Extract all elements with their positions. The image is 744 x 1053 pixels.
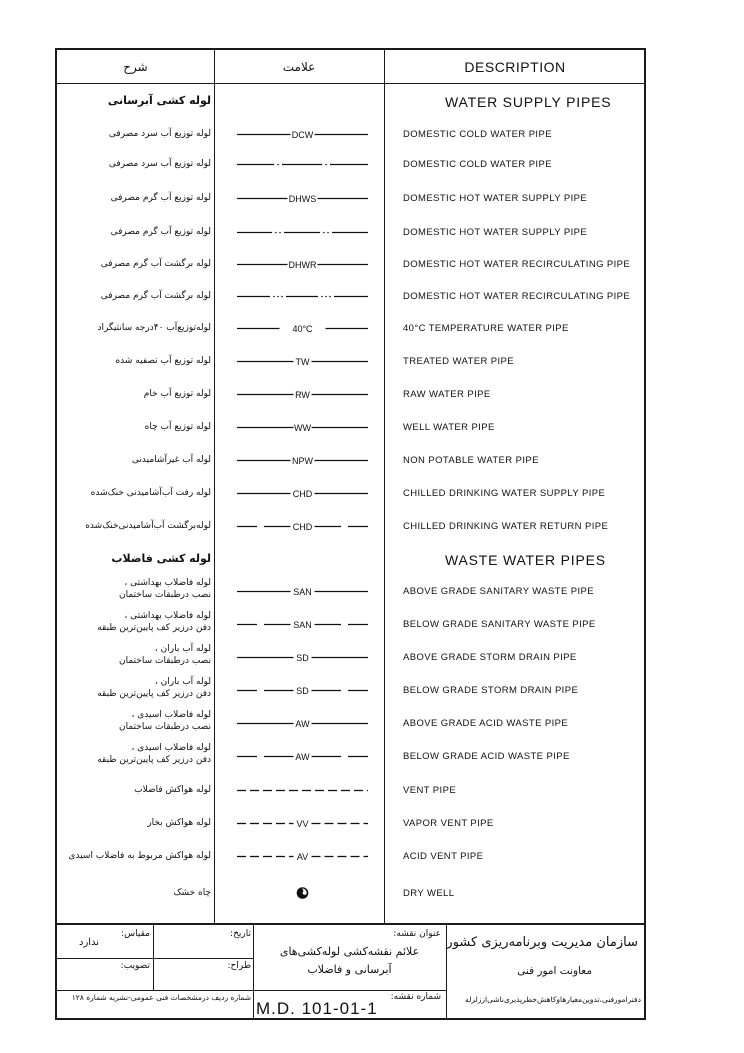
legend-row [57,485,648,505]
pipe-line-symbol [237,520,368,532]
svg-text:DCW: DCW [291,129,314,140]
persian-description: لوله‌برگشت آب‌آشامیدنی‌خنک‌شده [85,521,211,531]
legend-row [57,743,648,768]
org-name: سازمان مدیریت وبرنامه‌ریزی کشور [446,935,638,950]
persian-description: لوله آب باران ، [154,644,211,654]
pipe-line-symbol [237,388,368,400]
description: DOMESTIC COLD WATER PIPE [403,159,552,170]
persian-description: لوله آب باران ، [154,677,211,687]
section-title-persian: لوله کشی آبرسانی [107,94,211,107]
description: ABOVE GRADE STORM DRAIN PIPE [403,652,577,663]
description: BELOW GRADE SANITARY WASTE PIPE [403,619,596,630]
persian-description: لوله هواکش مربوط به فاضلاب اسیدی [68,851,211,861]
legend-row [57,256,648,276]
persian-description: لوله فاضلاب بهداشتی ، [124,578,211,588]
legend-row [57,710,648,735]
description: WELL WATER PIPE [403,422,495,433]
divider [253,990,446,991]
legend-row [57,190,648,210]
persian-description: لوله برگشت آب گرم مصرفی [100,259,211,269]
description: DOMESTIC HOT WATER SUPPLY PIPE [403,227,588,238]
header-persian-description: شرح [123,59,148,74]
persian-description-line2: نصب درطبقات ساختمان [119,722,211,732]
legend-row [57,353,648,373]
legend-row [57,224,648,244]
pipe-line-symbol [237,454,368,466]
pipe-line-symbol [237,158,368,170]
persian-description: لوله فاضلاب اسیدی ، [131,743,211,753]
legend-row [57,644,648,669]
legend-row [57,126,648,146]
org-office: دفترامورفنی،تدوین‌معیارهاوکاهش‌خطرپذیری‌ناشی‌اززلزله [465,995,641,1004]
svg-text:40°C: 40°C [292,323,313,334]
description: ABOVE GRADE SANITARY WASTE PIPE [403,586,595,597]
description: CHILLED DRINKING WATER SUPPLY PIPE [403,488,606,499]
section-title: WASTE WATER PIPES [445,552,606,568]
persian-description-line2: دفن درزیر کف پایین‌ترین طبقه [97,623,211,633]
legend-row [57,782,648,802]
pipe-line-symbol [237,290,368,302]
drawing-number-label: شماره نقشه: [390,992,441,1002]
persian-description-line2: نصب درطبقات ساختمان [119,656,211,666]
description: CHILLED DRINKING WATER RETURN PIPE [403,521,609,532]
pipe-line-symbol [237,487,368,499]
pipe-line-symbol [237,750,368,762]
description: DOMESTIC HOT WATER SUPPLY PIPE [403,193,588,204]
approval-label: تصویب: [120,961,150,971]
description: VENT PIPE [403,785,457,796]
persian-description: لوله توزیع آب سرد مصرفی [108,129,211,139]
scale-value: ندارد [79,937,100,948]
persian-description: لوله‌توزیع‌آب ۴۰درجه سانتیگراد [97,323,211,333]
persian-description: لوله توزیع آب گرم مصرفی [110,193,211,203]
persian-description: لوله توزیع آب گرم مصرفی [110,227,211,237]
pipe-line-symbol [237,684,368,696]
header-description: DESCRIPTION [464,58,566,75]
persian-description: لوله فاضلاب بهداشتی ، [124,611,211,621]
pipe-line-symbol [237,817,368,829]
description: 40°C TEMPERATURE WATER PIPE [403,323,569,334]
svg-text:WW: WW [294,422,311,433]
pipe-line-symbol [237,717,368,729]
svg-text:AW: AW [295,718,310,729]
pipe-line-symbol [237,355,368,367]
pipe-line-symbol [237,322,368,334]
persian-description: لوله توزیع آب تصفیه شده [115,356,211,366]
date-label: تاریخ: [230,929,251,939]
svg-text:RW: RW [295,389,310,400]
section-header [57,92,648,112]
legend-row [57,156,648,176]
svg-text:VV: VV [296,818,309,829]
pipe-line-symbol [237,651,368,663]
svg-text:CHD: CHD [292,488,313,499]
svg-text:AW: AW [295,751,310,762]
persian-description-line2: نصب درطبقات ساختمان [119,590,211,600]
spec-reference: شماره ردیف درمشخصات فنی عمومی-نشریه شماره ۱۲۸ [71,993,251,1002]
legend-row [57,452,648,472]
pipe-line-symbol [237,618,368,630]
divider [57,958,253,959]
scale-label: مقیاس: [121,929,150,939]
header-divider [57,83,644,84]
legend-row [57,518,648,538]
pipe-line-symbol [237,192,368,204]
svg-text:SD: SD [296,652,309,663]
drawing-title-label: عنوان نقشه: [393,929,441,939]
legend-row [57,288,648,308]
pipe-line-symbol [237,850,368,862]
section-title-persian: لوله کشی فاضلاب [111,552,211,565]
svg-text:AV: AV [296,851,309,862]
pipe-line-symbol [237,784,368,796]
description: DOMESTIC COLD WATER PIPE [403,129,552,140]
legend-row [57,419,648,439]
description: DOMESTIC HOT WATER RECIRCULATING PIPE [403,259,631,270]
org-deputy: معاونت امور فنی [517,965,592,977]
svg-text:DHWS: DHWS [288,193,317,204]
drawing-number: M.D. 101-01-1 [256,999,378,1018]
svg-text:DHWR: DHWR [288,259,317,270]
persian-description: لوله فاضلاب اسیدی ، [131,710,211,720]
persian-description: لوله رفت آب‌آشامیدنی خنک‌شده [90,488,211,498]
persian-description: لوله برگشت آب گرم مصرفی [100,291,211,301]
legend-row [57,320,648,340]
svg-text:CHD: CHD [292,521,313,532]
persian-description: لوله توزیع آب چاه [144,422,211,432]
description: TREATED WATER PIPE [403,356,515,367]
description: DRY WELL [403,888,455,899]
pipe-line-symbol [237,421,368,433]
section-title: WATER SUPPLY PIPES [445,94,612,110]
legend-row [57,677,648,702]
persian-description: لوله هواکش بخار [147,818,211,828]
persian-description-line2: دفن درزیر کف پایین‌ترین طبقه [97,689,211,699]
description: DOMESTIC HOT WATER RECIRCULATING PIPE [403,291,631,302]
pipe-line-symbol [237,258,368,270]
svg-text:SD: SD [296,685,309,696]
persian-description: لوله هواکش فاضلاب [134,785,211,795]
legend-row [57,386,648,406]
persian-description: لوله توزیع آب سرد مصرفی [108,159,211,169]
legend-row [57,885,648,905]
legend-table [55,48,646,925]
pipe-line-symbol [237,226,368,238]
description: BELOW GRADE STORM DRAIN PIPE [403,685,579,696]
section-header [57,550,648,570]
dry-well-symbol [237,887,368,899]
persian-description: لوله توزیع آب خام [143,389,211,399]
legend-row [57,578,648,603]
persian-description-line2: دفن درزیر کف پایین‌ترین طبقه [97,755,211,765]
persian-description: چاه خشک [173,888,211,898]
drawing-title-line2: آبرسانی و فاضلاب [307,963,392,976]
pipe-line-symbol [237,585,368,597]
legend-row [57,848,648,868]
svg-text:SAN: SAN [293,586,312,597]
svg-text:SAN: SAN [293,619,312,630]
svg-text:TW: TW [295,356,310,367]
pipe-line-symbol [237,128,368,140]
description: NON POTABLE WATER PIPE [403,455,539,466]
header-symbol: علامت [282,59,316,74]
persian-description: لوله آب غیرآشامیدنی [131,455,211,465]
dry-well-icon [237,887,368,899]
description: ACID VENT PIPE [403,851,484,862]
legend-row [57,815,648,835]
svg-text:NPW: NPW [292,455,313,466]
description: RAW WATER PIPE [403,389,491,400]
description: VAPOR VENT PIPE [403,818,494,829]
description: ABOVE GRADE ACID WASTE PIPE [403,718,569,729]
drawing-title-line1: علائم نقشه‌کشی لوله‌کشی‌های [279,945,420,958]
title-block [55,925,646,1020]
legend-row [57,611,648,636]
designer-label: طراح: [227,961,251,971]
description: BELOW GRADE ACID WASTE PIPE [403,751,570,762]
